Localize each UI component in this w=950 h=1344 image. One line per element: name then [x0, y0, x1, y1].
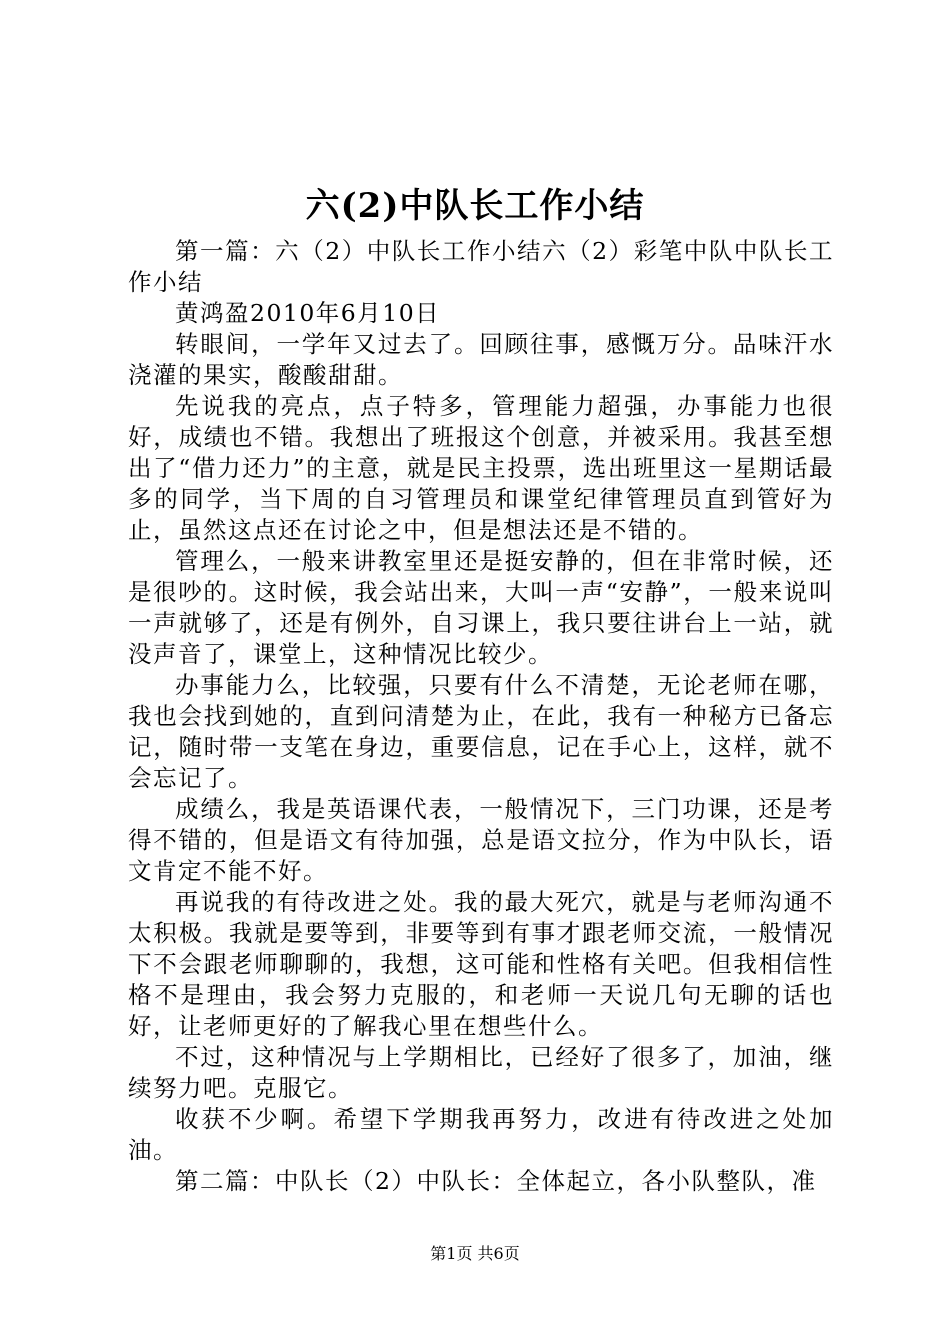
paragraph-4: 先说我的亮点，点子特多，管理能力超强，办事能力也很好，成绩也不错。我想出了班报这个创意，并被采用。我甚至想出了“借力还力”的主意，就是民主投票，选出班里这一星期话最多的同学，当下周的自习管理员和课堂纪律管理员直到管好为止，虽然这点还在讨论之中，但是想法还是不错的。 — [128, 392, 834, 544]
document-body — [128, 236, 834, 1197]
document-title: 六(2)中队长工作小结 — [305, 186, 645, 226]
paragraph-5: 管理么，一般来讲教室里还是挺安静的，但在非常时候，还是很吵的。这时候，我会站出来，大叫一声“安静”，一般来说叫一声就够了，还是有例外，自习课上，我只要往讲台上一站，就没声音了，课堂上，这种情况比较少。 — [128, 547, 834, 668]
paragraph-3: 转眼间，一学年又过去了。回顾往事，感慨万分。品味汗水浇灌的果实，酸酸甜甜。 — [128, 330, 834, 389]
paragraph-1: 第一篇：六（2）中队长工作小结六（2）彩笔中队中队长工作小结 — [128, 237, 834, 296]
paragraph-11: 第二篇：中队长（2）中队长：全体起立，各小队整队，准 — [175, 1167, 817, 1195]
paragraph-8: 再说我的有待改进之处。我的最大死穴，就是与老师沟通不太积极。我就是要等到，非要等到有事才跟老师交流，一般情况下不会跟老师聊聊的，我想，这可能和性格有关吧。但我相信性格不是理由，我会努力克服的，和老师一天说几句无聊的话也好，让老师更好的了解我心里在想些什么。 — [128, 888, 834, 1040]
paragraph-9: 不过，这种情况与上学期相比，已经好了很多了，加油，继续努力吧。克服它。 — [128, 1043, 834, 1102]
paragraph-6: 办事能力么，比较强，只要有什么不清楚，无论老师在哪，我也会找到她的，直到问清楚为止，在此，我有一种秘方已备忘记，随时带一支笔在身边，重要信息，记在手心上，这样，就不会忘记了。 — [128, 671, 834, 792]
page-footer: 第1页 共6页 — [430, 1244, 520, 1263]
paragraph-10: 收获不少啊。希望下学期我再努力，改进有待改进之处加油。 — [128, 1105, 834, 1164]
paragraph-author-date: 黄鸿盈2010年6月10日 — [175, 299, 441, 327]
paragraph-7: 成绩么，我是英语课代表，一般情况下，三门功课，还是考得不错的，但是语文有待加强，总是语文拉分，作为中队长，语文肯定不能不好。 — [128, 795, 834, 885]
